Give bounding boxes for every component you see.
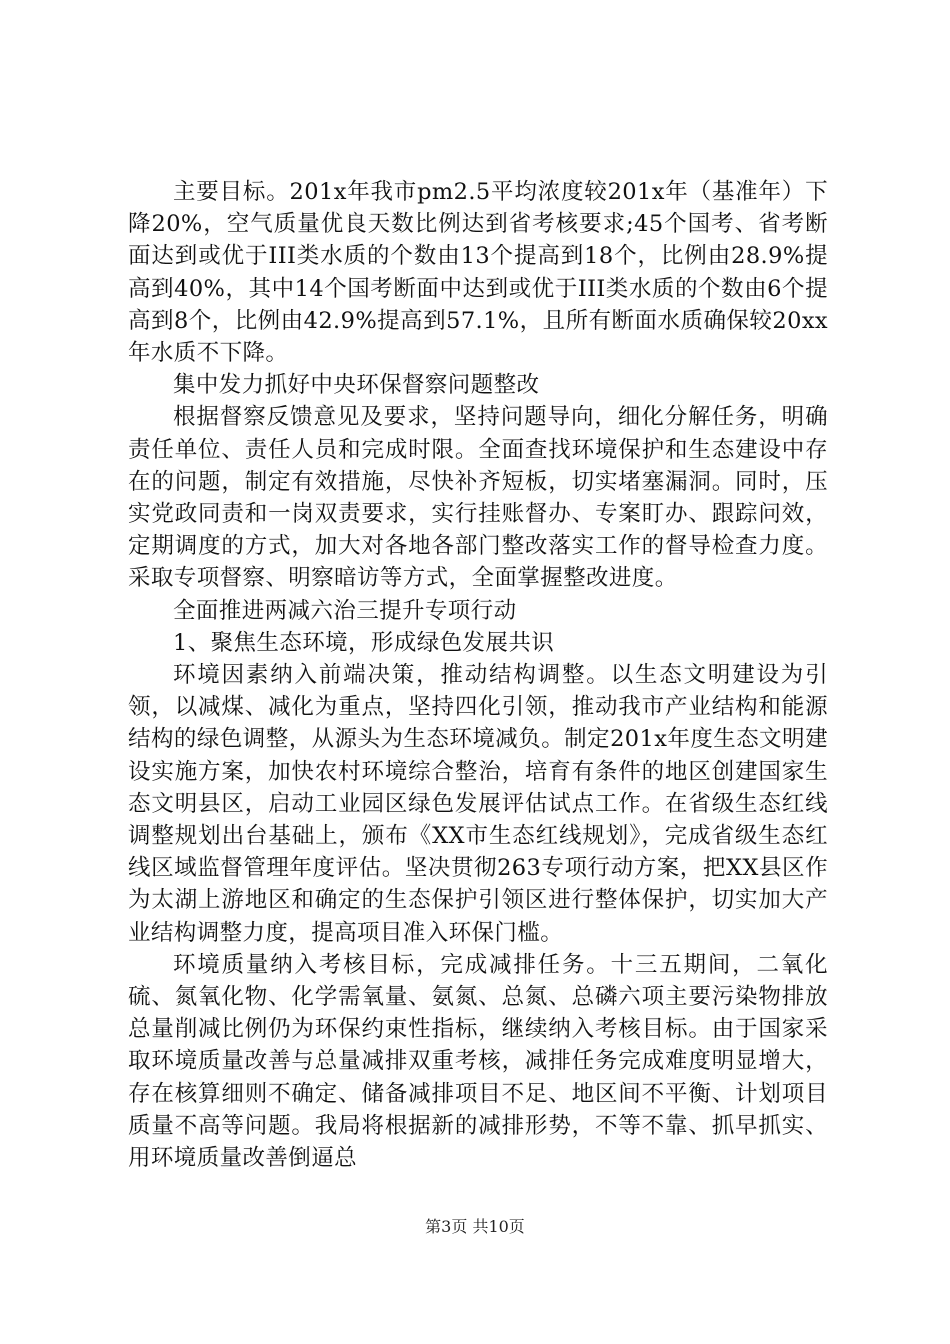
- paragraph-structural-adjustment: 环境因素纳入前端决策，推动结构调整。以生态文明建设为引领，以减煤、减化为重点，坚持四化引领，推动我市产业结构和能源结构的绿色调整，从源头为生态环境减负。制定201x年度生态文明建设实施方案，加快农村环境综合整治，培育有条件的地区创建国家生态文明县区，启动工业园区绿色发展评估试点工作。在省级生态红线调整规划出台基础上，颁布《XX市生态红线规划》，完成省级生态红线区域监督管理年度评估。坚决贯彻263专项行动方案，把XX县区作为太湖上游地区和确定的生态保护引领区进行整体保护，切实加大产业结构调整力度，提高项目准入环保门槛。: [128, 662, 828, 946]
- paragraph-emission-reduction: 环境质量纳入考核目标，完成减排任务。十三五期间，二氧化硫、氮氧化物、化学需氧量、氨氮、总氮、总磷六项主要污染物排放总量削减比例仍为环保约束性指标，继续纳入考核目标。由于国家采取环境质量改善与总量减排双重考核，减排任务完成难度明显增大，存在核算细则不确定、储备减排项目不足、地区间不平衡、计划项目质量不高等问题。我局将根据新的减排形势，不等不靠、抓早抓实、用环境质量改善倒逼总: [128, 951, 828, 1172]
- page-number-footer: 第3页 共10页: [425, 1217, 525, 1236]
- paragraph-inspection-feedback: 根据督察反馈意见及要求，坚持问题导向，细化分解任务，明确责任单位、责任人员和完成时限。全面查找环境保护和生态建设中存在的问题，制定有效措施，尽快补齐短板，切实堵塞漏洞。同时，压实党政同责和一岗双责要求，实行挂账督办、专案盯办、跟踪问效，定期调度的方式，加大对各地各部门整改落实工作的督导检查力度。采取专项督察、明察暗访等方式，全面掌握整改进度。: [128, 404, 828, 592]
- heading-inspection-rectification: 集中发力抓好中央环保督察问题整改: [173, 372, 540, 399]
- document-body: [128, 176, 828, 1174]
- paragraph-main-goals: 主要目标。201x年我市pm2.5平均浓度较201x年（基准年）下降20%，空气质量优良天数比例达到省考核要求;45个国考、省考断面达到或优于III类水质的个数由13个提高到18个，比例由28.9%提高到40%，其中14个国考断面中达到或优于III类水质的个数由6个提高到8个，比例由42.9%提高到57.1%，且所有断面水质确保较20xx年水质不下降。: [128, 179, 828, 367]
- heading-special-action: 全面推进两减六治三提升专项行动: [173, 597, 517, 624]
- heading-ecological-environment: 1、聚焦生态环境，形成绿色发展共识: [173, 629, 555, 656]
